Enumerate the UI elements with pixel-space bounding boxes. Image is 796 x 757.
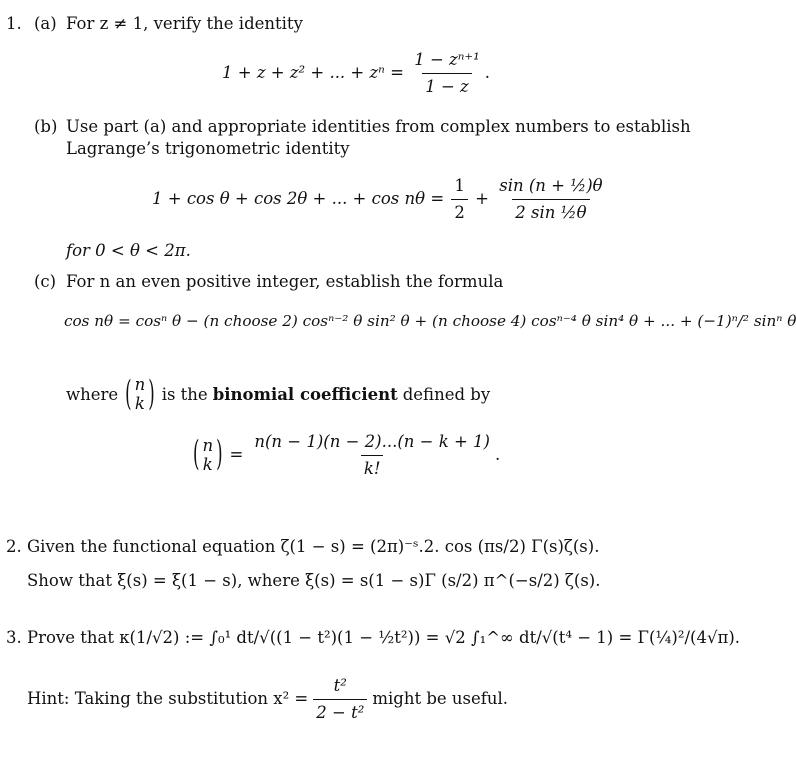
fraction-denominator: 2 − t² bbox=[313, 699, 367, 724]
binomial-n-k: ( n k ) bbox=[193, 433, 223, 474]
problem-3-hint bbox=[27, 676, 508, 723]
fraction-numerator: sin (n + ½)θ bbox=[499, 176, 603, 195]
fraction-numerator: 1 − zⁿ⁺¹ bbox=[414, 50, 480, 69]
hint-prefix: Hint: Taking the substitution x² = bbox=[27, 689, 309, 709]
binomial-definition-formula: ( n k ) = $\frac{n(n - 1)(n - 2)...(n - k + 1)}{k!}$ . bbox=[193, 432, 501, 478]
formula-end: . bbox=[484, 63, 490, 83]
fraction-numerator: n(n − 1)(n − 2)...(n − k + 1) bbox=[254, 432, 490, 451]
fraction-denominator: 2 sin ½θ bbox=[512, 199, 589, 224]
part-a-label: (a) bbox=[34, 14, 57, 33]
problem-3-number: 3. bbox=[6, 628, 22, 647]
formula-lhs: 1 + cos θ + cos 2θ + ... + cos nθ = bbox=[152, 189, 445, 209]
fraction-numerator: t² bbox=[333, 676, 347, 695]
binomial-n-k: ( n k ) bbox=[125, 373, 155, 414]
binomial-coefficient-term: binomial coefficient bbox=[212, 384, 398, 404]
problem-3-text: Prove that κ(1/√2) := ∫₀¹ dt/√((1 − t²)(1 − ½t²)) = √2 ∫₁^∞ dt/√(t⁴ − 1) = Γ(¼)²/(4√π). bbox=[27, 628, 740, 647]
plus-sign: + bbox=[475, 189, 489, 209]
problem-2-line2: Show that ξ(s) = ξ(1 − s), where ξ(s) = s(1 − s)Γ (s/2) π^(−s/2) ζ(s). bbox=[27, 571, 601, 590]
part-b-text-line1: Use part (a) and appropriate identities from complex numbers to establish bbox=[66, 117, 691, 136]
fraction-half bbox=[451, 176, 468, 223]
problem-2-line1: Given the functional equation ζ(1 − s) = (2π)⁻ˢ.2. cos (πs/2) Γ(s)ζ(s). bbox=[27, 537, 600, 556]
hint-suffix: might be useful. bbox=[372, 689, 509, 709]
part-c-label: (c) bbox=[34, 272, 57, 291]
part-b-text-line2: Lagrange’s trigonometric identity bbox=[66, 139, 350, 158]
where-text: where bbox=[66, 384, 119, 404]
part-b-condition: for 0 < θ < 2π. bbox=[66, 241, 191, 260]
formula-lhs: 1 + z + z² + ... + zⁿ = bbox=[222, 63, 404, 83]
where-binomial-line bbox=[66, 373, 491, 414]
part-b-label: (b) bbox=[34, 117, 58, 136]
geometric-sum-formula bbox=[222, 50, 490, 97]
formula-end: . bbox=[494, 445, 501, 465]
fraction-sine bbox=[496, 176, 605, 223]
fraction bbox=[251, 432, 493, 479]
defined-by-text: defined by bbox=[402, 384, 491, 404]
fraction-denominator: 2 bbox=[451, 199, 468, 224]
part-c-text: For n an even positive integer, establish the formula bbox=[66, 272, 504, 291]
fraction bbox=[411, 50, 483, 97]
problem-1-number: 1. bbox=[6, 14, 22, 33]
lagrange-identity-formula bbox=[152, 176, 608, 223]
fraction-denominator: 1 − z bbox=[422, 73, 472, 98]
fraction bbox=[313, 676, 367, 723]
is-the-text: is the bbox=[161, 384, 208, 404]
fraction-numerator: 1 bbox=[454, 176, 465, 195]
cos-n-theta-formula: cos nθ = cosⁿ θ − (n choose 2) cosⁿ⁻² θ sin² θ + (n choose 4) cosⁿ⁻⁴ θ sin⁴ θ + ... + (−1)ⁿ/² sinⁿ θ bbox=[64, 312, 796, 330]
problem-2-number: 2. bbox=[6, 537, 22, 556]
part-a-text: For z ≠ 1, verify the identity bbox=[66, 14, 303, 33]
fraction-denominator: k! bbox=[361, 455, 384, 480]
